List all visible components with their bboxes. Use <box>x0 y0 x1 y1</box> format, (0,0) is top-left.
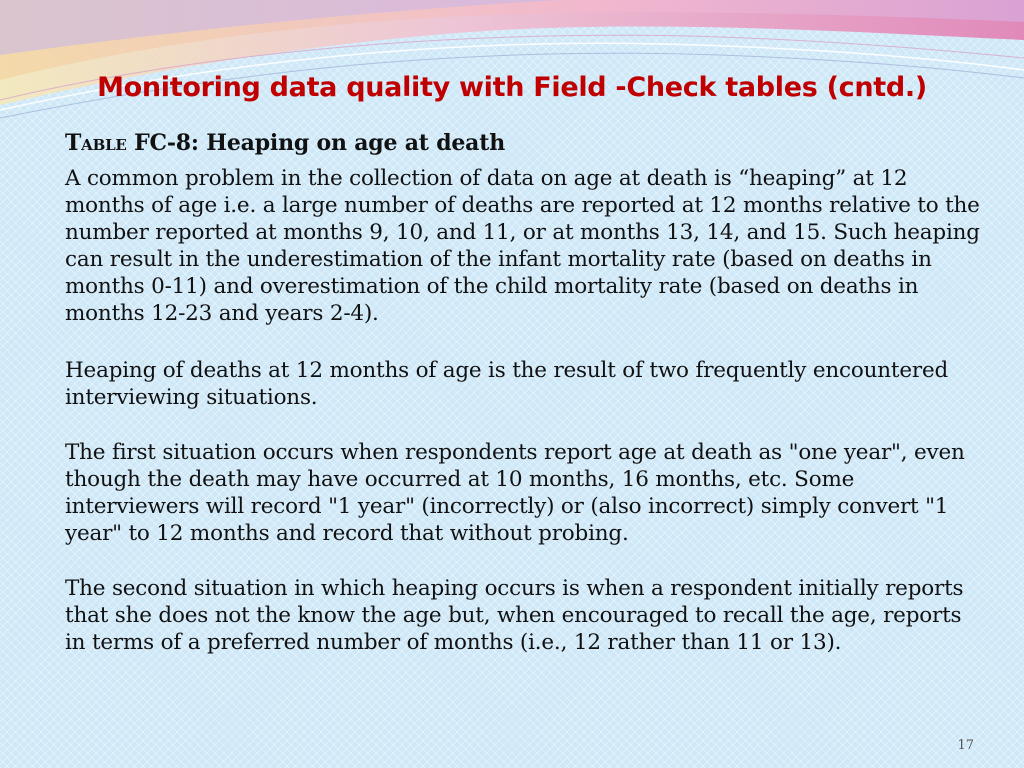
header-swoosh-decoration <box>0 0 1024 130</box>
slide-number: 17 <box>957 738 974 753</box>
slide-title: Monitoring data quality with Field -Check tables (cntd.) <box>97 72 927 103</box>
table-heading <box>65 130 985 157</box>
slide-body <box>65 130 985 684</box>
table-label: Table <box>65 130 127 156</box>
paragraph-heaping-problem: A common problem in the collection of data on age at death is “heaping” at 12 months of age i.e. a large number of deaths are reported at 12 months relative to the number reported at months 9, 10, and 11, or at months 13, 14, and 15. Such heaping can result in the underestimation of the infant mortality rate (based on deaths in months 0-11) and overestimation of the child mortality rate (based on deaths in months 12-23 and years 2-4). <box>65 166 980 326</box>
paragraph-second-situation: The second situation in which heaping occurs is when a respondent initially reports that she does not the know the age but, when encouraged to recall the age, reports in terms of a preferred number of months (i.e., 12 rather than 11 or 13). <box>65 576 964 655</box>
paragraph-first-situation: The first situation occurs when respondents report age at death as "one year", even though the death may have occurred at 10 months, 16 months, etc. Some interviewers will record "1 year" (incorrectly) or (also incorrect) simply convert "1 year" to 12 months and record that without probing. <box>65 440 965 546</box>
paragraph-two-situations: Heaping of deaths at 12 months of age is the result of two frequently encountered interviewing situations. <box>65 358 949 410</box>
table-heading-text: FC-8: Heaping on age at death <box>134 130 505 156</box>
